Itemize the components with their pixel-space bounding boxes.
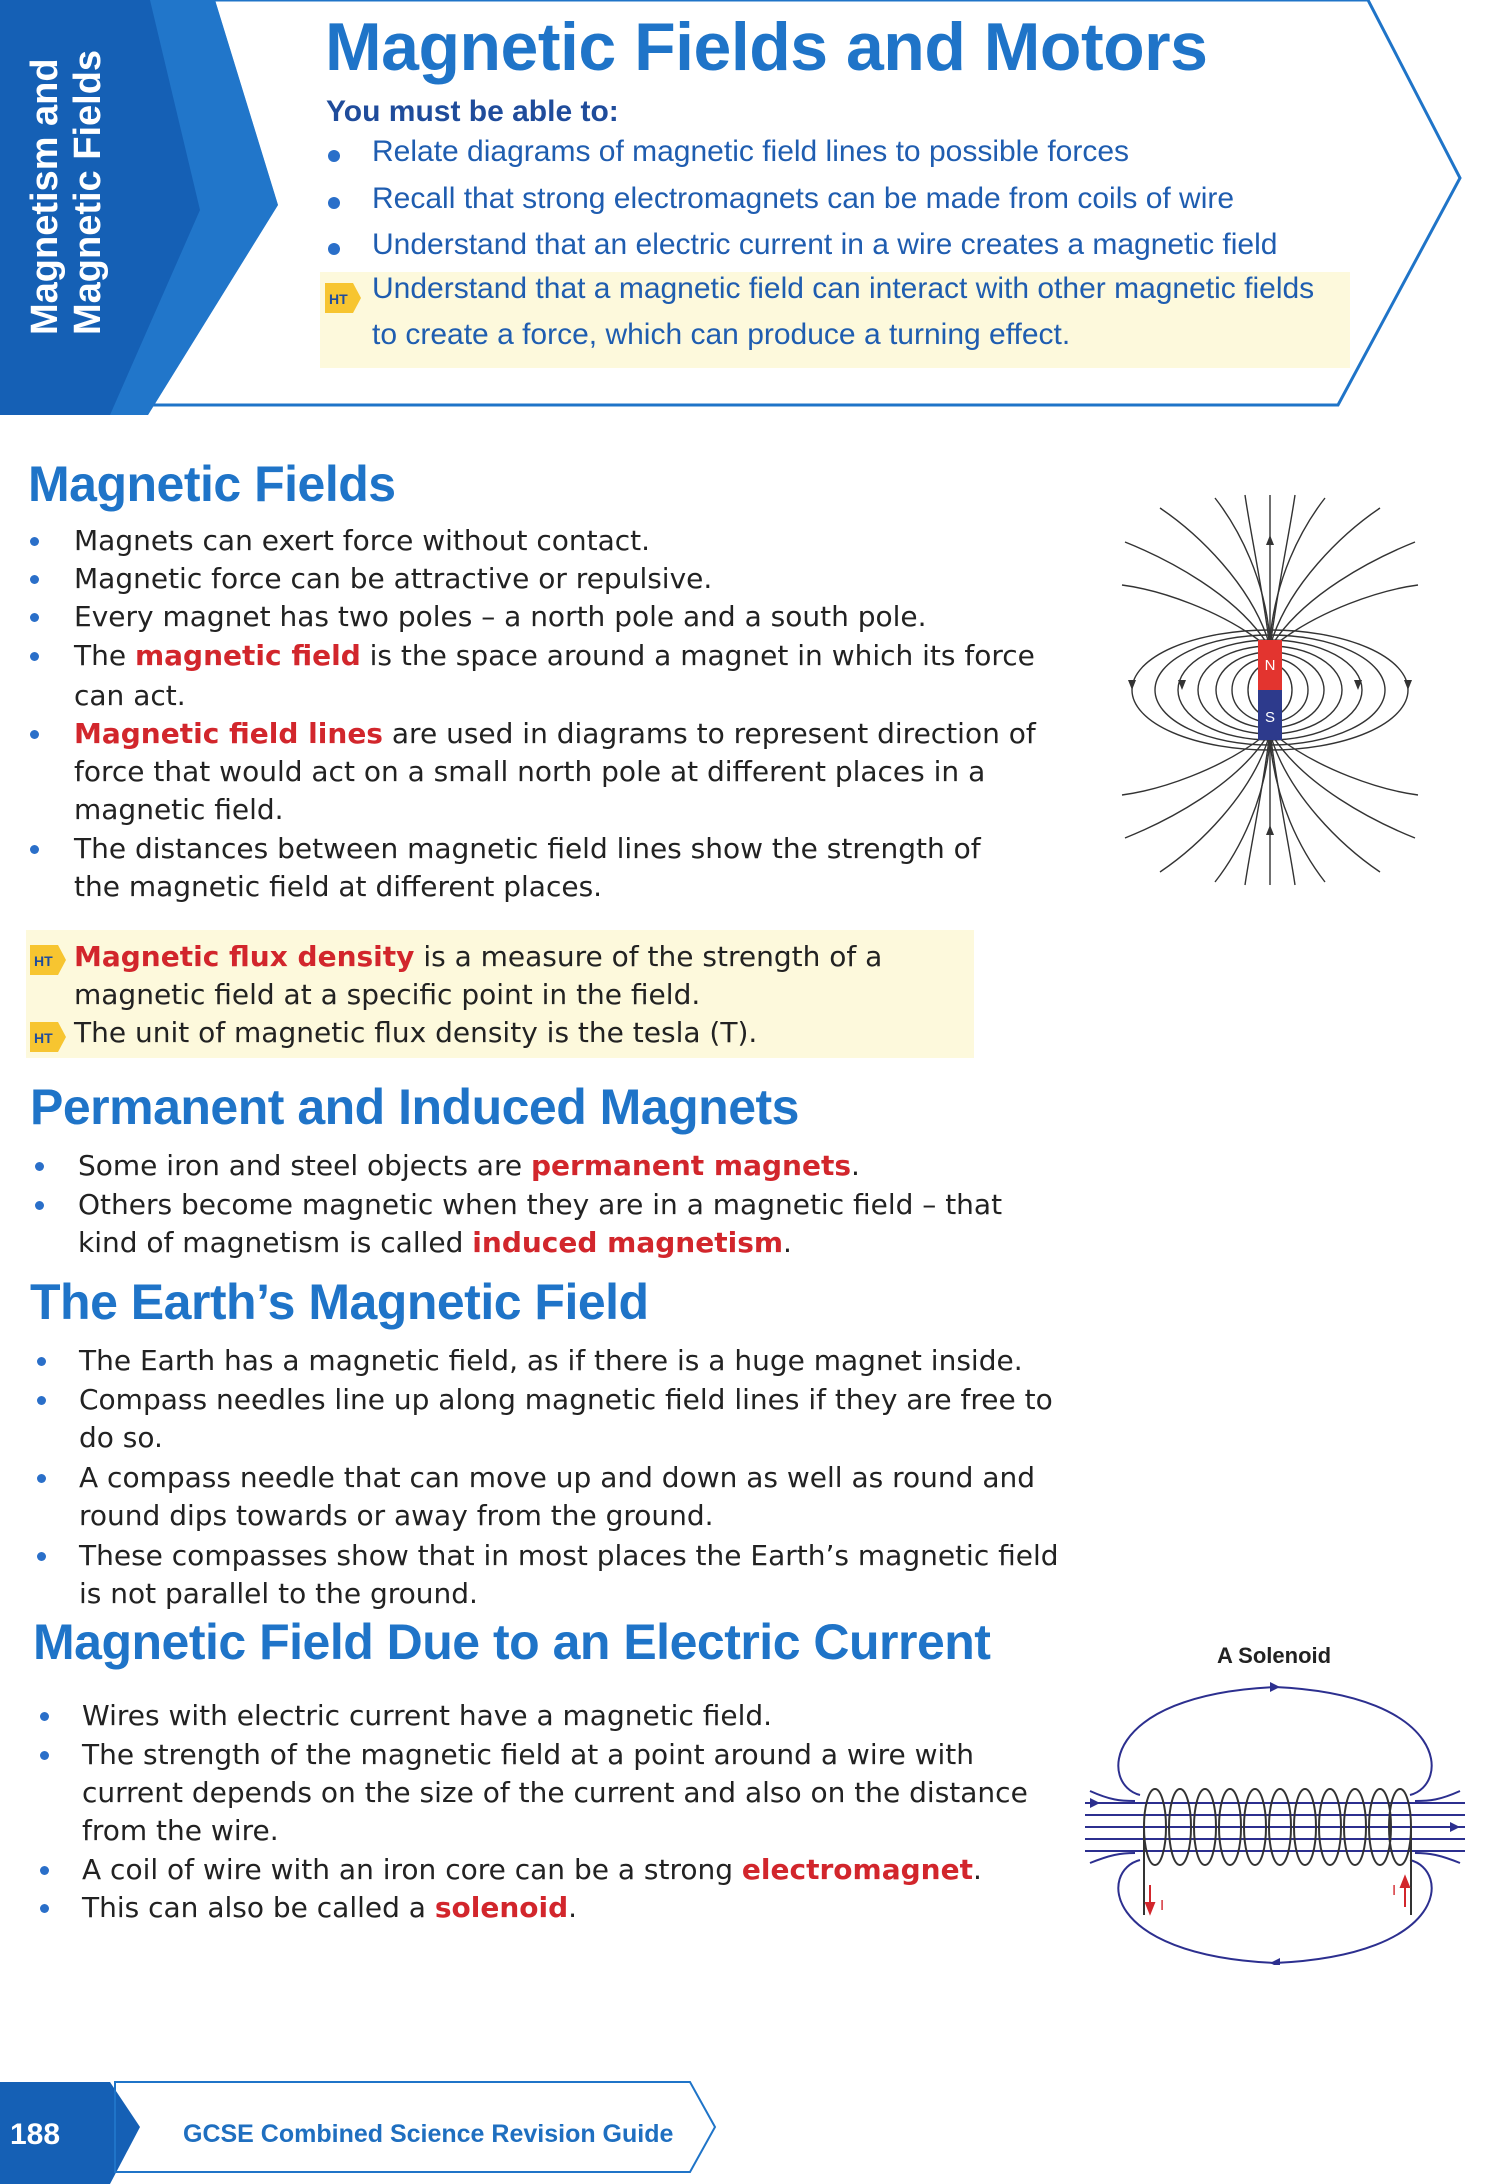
- list-item: Wires with electric current have a magnetic field.: [82, 1699, 773, 1732]
- list-item: Others become magnetic when they are in a magnetic field – that: [78, 1188, 1003, 1221]
- chapter-sidebar-label: [22, 0, 112, 415]
- bullet-icon: [328, 150, 340, 162]
- list-item-continuation: round dips towards or away from the ground.: [79, 1499, 714, 1532]
- chapter-label-line2: Magnetic Fields: [67, 49, 109, 335]
- list-item: Every magnet has two poles – a north pole and a south pole.: [74, 600, 927, 633]
- list-item-continuation: magnetic field.: [74, 793, 284, 826]
- south-label: S: [1264, 709, 1276, 726]
- heading-earth-field: The Earth’s Magnetic Field: [30, 1274, 649, 1330]
- list-item: Magnetic field lines are used in diagrams to represent direction of: [74, 717, 1036, 750]
- objective-item: Relate diagrams of magnetic field lines to possible forces: [372, 135, 1130, 168]
- list-item: Magnets can exert force without contact.: [74, 524, 651, 557]
- bullet-icon: [328, 197, 340, 209]
- bullet-icon: [328, 243, 340, 255]
- list-item-continuation: kind of magnetism is called induced magnetism.: [78, 1226, 792, 1259]
- list-item: The magnetic field is the space around a magnet in which its force: [74, 639, 1035, 672]
- list-item: Compass needles line up along magnetic field lines if they are free to: [79, 1383, 1053, 1416]
- keyword-induced-magnetism: induced magnetism: [472, 1226, 784, 1259]
- ht-text: Magnetic flux density is a measure of the strength of a: [74, 940, 883, 973]
- svg-text:HT: HT: [34, 953, 53, 969]
- objective-item: Understand that an electric current in a wire creates a magnetic field: [372, 228, 1278, 261]
- svg-text:HT: HT: [329, 291, 348, 307]
- bullet-icon: [35, 1201, 44, 1210]
- ht-objective-line2: to create a force, which can produce a turning effect.: [372, 318, 1071, 351]
- chapter-label-line1: Magnetism and: [24, 58, 66, 335]
- heading-magnetic-fields: Magnetic Fields: [28, 456, 396, 512]
- heading-permanent-induced: Permanent and Induced Magnets: [30, 1079, 799, 1135]
- list-item-continuation: the magnetic field at different places.: [74, 870, 603, 903]
- svg-text:HT: HT: [34, 1030, 53, 1046]
- list-item: Magnetic force can be attractive or repulsive.: [74, 562, 713, 595]
- bullet-icon: [30, 845, 39, 854]
- bullet-icon: [40, 1904, 49, 1913]
- list-item: The distances between magnetic field lines show the strength of: [74, 832, 981, 865]
- book-title: GCSE Combined Science Revision Guide: [183, 2120, 674, 2148]
- heading-current-field: Magnetic Field Due to an Electric Current: [33, 1614, 991, 1670]
- list-item: A compass needle that can move up and down as well as round and: [79, 1461, 1036, 1494]
- ht-badge-icon: [30, 1022, 66, 1052]
- bullet-icon: [37, 1396, 46, 1405]
- list-item: Some iron and steel objects are permanent magnets.: [78, 1149, 860, 1182]
- ht-badge-icon: [325, 283, 361, 313]
- bullet-icon: [40, 1866, 49, 1875]
- list-item-continuation: is not parallel to the ground.: [79, 1577, 478, 1610]
- list-item: This can also be called a solenoid.: [82, 1891, 578, 1924]
- page-number: 188: [10, 2118, 61, 2151]
- bullet-icon: [30, 652, 39, 661]
- list-item-continuation: from the wire.: [82, 1814, 279, 1847]
- objective-item: Recall that strong electromagnets can be made from coils of wire: [372, 182, 1235, 215]
- ht-badge-icon: [30, 945, 66, 975]
- solenoid-caption: A Solenoid: [1217, 1643, 1332, 1668]
- ht-objective-line1: Understand that a magnetic field can interact with other magnetic fields: [372, 272, 1315, 305]
- keyword-flux-density: Magnetic flux density: [74, 940, 415, 973]
- keyword-permanent-magnets: permanent magnets: [531, 1149, 851, 1182]
- bar-magnet-field-diagram: [1120, 490, 1420, 890]
- keyword-magnetic-field: magnetic field: [134, 639, 361, 672]
- list-item: A coil of wire with an iron core can be a strong electromagnet.: [82, 1853, 982, 1886]
- bullet-icon: [37, 1357, 46, 1366]
- page-title: Magnetic Fields and Motors: [325, 9, 1208, 85]
- keyword-field-lines: Magnetic field lines: [74, 717, 383, 750]
- ht-text: The unit of magnetic flux density is the tesla (T).: [74, 1016, 758, 1049]
- list-item: The Earth has a magnetic field, as if there is a huge magnet inside.: [79, 1344, 1023, 1377]
- bullet-icon: [30, 537, 39, 546]
- bullet-icon: [37, 1474, 46, 1483]
- bullet-icon: [37, 1552, 46, 1561]
- solenoid-diagram: [1080, 1675, 1470, 1965]
- list-item-continuation: force that would act on a small north pole at different places in a: [74, 755, 986, 788]
- list-item-continuation: can act.: [74, 679, 186, 712]
- objectives-heading: You must be able to:: [326, 95, 619, 128]
- list-item-continuation: current depends on the size of the current and also on the distance: [82, 1776, 1028, 1809]
- bullet-icon: [35, 1162, 44, 1171]
- list-item: These compasses show that in most places the Earth’s magnetic field: [79, 1539, 1059, 1572]
- keyword-electromagnet: electromagnet: [741, 1853, 973, 1886]
- bullet-icon: [30, 575, 39, 584]
- list-item: The strength of the magnetic field at a point around a wire with: [82, 1738, 975, 1771]
- ht-text-continuation: magnetic field at a specific point in the field.: [74, 978, 701, 1011]
- north-label: N: [1264, 657, 1276, 674]
- bullet-icon: [40, 1712, 49, 1721]
- current-label: I: [1392, 1882, 1397, 1899]
- bullet-icon: [30, 730, 39, 739]
- current-label: I: [1160, 1897, 1165, 1914]
- bullet-icon: [30, 613, 39, 622]
- list-item-continuation: do so.: [79, 1421, 163, 1454]
- keyword-solenoid: solenoid: [434, 1891, 569, 1924]
- bullet-icon: [40, 1751, 49, 1760]
